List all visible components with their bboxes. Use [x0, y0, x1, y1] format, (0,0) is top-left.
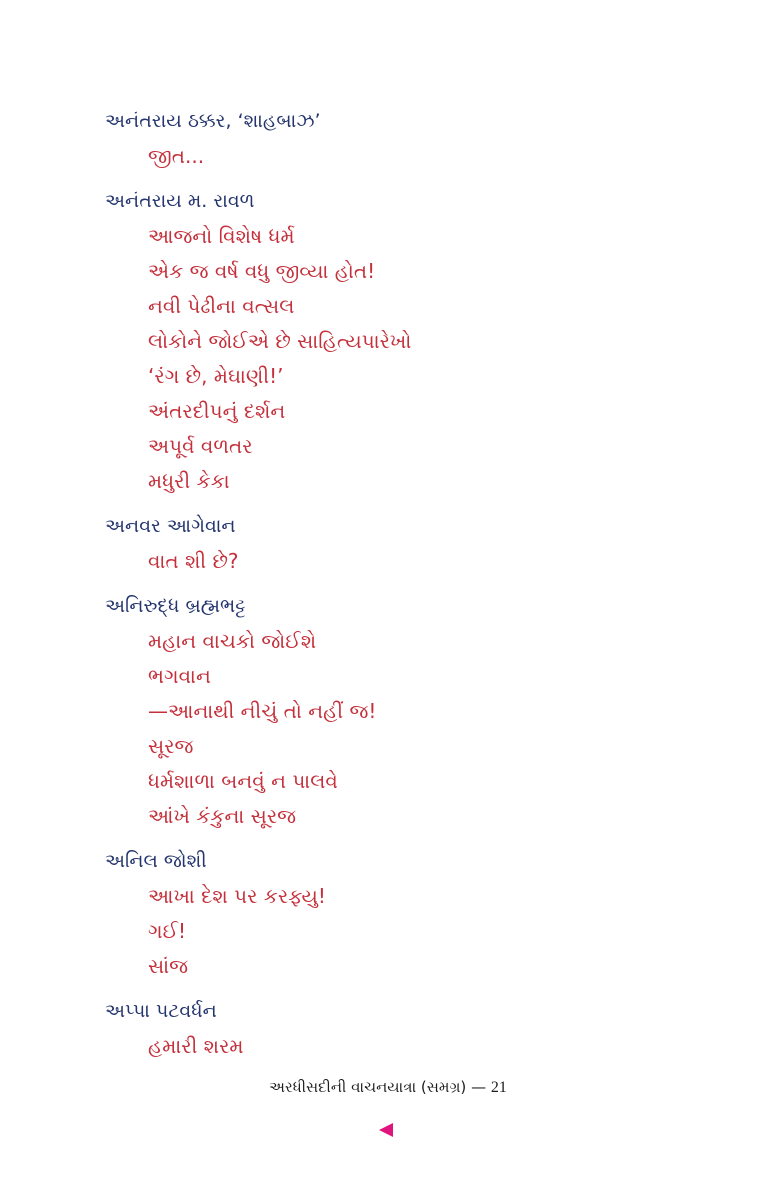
title-list [0, 1029, 776, 1064]
page-footer [0, 1078, 776, 1097]
work-title: આજનો વિશેષ ધર્મ [148, 224, 295, 248]
author-entry [0, 994, 776, 1064]
author-entry [0, 509, 776, 579]
author-name: અનિલ જોશી [105, 850, 207, 872]
left-triangle-marker-icon[interactable] [379, 1123, 393, 1137]
author-name: અનિરુદ્ધ બ્રહ્મભટ્ટ [105, 595, 246, 617]
page-number: 21 [490, 1079, 507, 1096]
work-title: ધર્મશાળા બનવું ન પાલવે [148, 769, 338, 793]
work-title: જીત... [148, 144, 205, 168]
title-list [0, 139, 776, 174]
work-title: —આનાથી નીચું તો નહીં જ! [148, 699, 377, 723]
work-title: એક જ વર્ષ વધુ જીવ્યા હોત! [148, 259, 376, 283]
author-name: અનંતરાય મ. રાવળ [105, 190, 255, 212]
work-title: આંખે કંકુના સૂરજ [148, 804, 297, 828]
work-title: લોકોને જોઈએ છે સાહિત્યપારેખો [148, 329, 412, 353]
work-title: અપૂર્વ વળતર [148, 434, 253, 458]
author-entry [0, 104, 776, 174]
title-list [0, 219, 776, 499]
work-title: સાંજ [148, 954, 189, 978]
work-title: વાત શી છે? [148, 549, 239, 573]
work-title: હમારી શરમ [148, 1034, 244, 1058]
title-list [0, 544, 776, 579]
author-entry [0, 184, 776, 499]
author-entry [0, 844, 776, 984]
work-title: અંતરદીપનું દર્શન [148, 399, 286, 423]
author-index [0, 104, 776, 1074]
work-title: ‘રંગ છે, મેઘાણી!’ [148, 364, 284, 388]
title-list [0, 624, 776, 834]
book-title: અરધીસદીની વાચનયાત્રા (સમગ્ર) [269, 1078, 467, 1096]
footer-dash: — [471, 1078, 487, 1096]
author-name: અનંતરાય ઠક્કર, ‘શાહબાઝ’ [105, 110, 321, 132]
work-title: મધુરી કેકા [148, 469, 230, 493]
work-title: મહાન વાચકો જોઈશે [148, 629, 317, 653]
title-list [0, 879, 776, 984]
work-title: સૂરજ [148, 734, 194, 758]
work-title: ભગવાન [148, 664, 211, 688]
work-title: ગઈ! [148, 919, 187, 943]
work-title: નવી પેઢીના વત્સલ [148, 294, 295, 318]
work-title: આખા દેશ પર કરફ્યુ! [148, 884, 326, 908]
author-name: અનવર આગેવાન [105, 515, 236, 537]
author-name: અપ્પા પટવર્ધન [105, 1000, 217, 1022]
author-entry [0, 589, 776, 834]
